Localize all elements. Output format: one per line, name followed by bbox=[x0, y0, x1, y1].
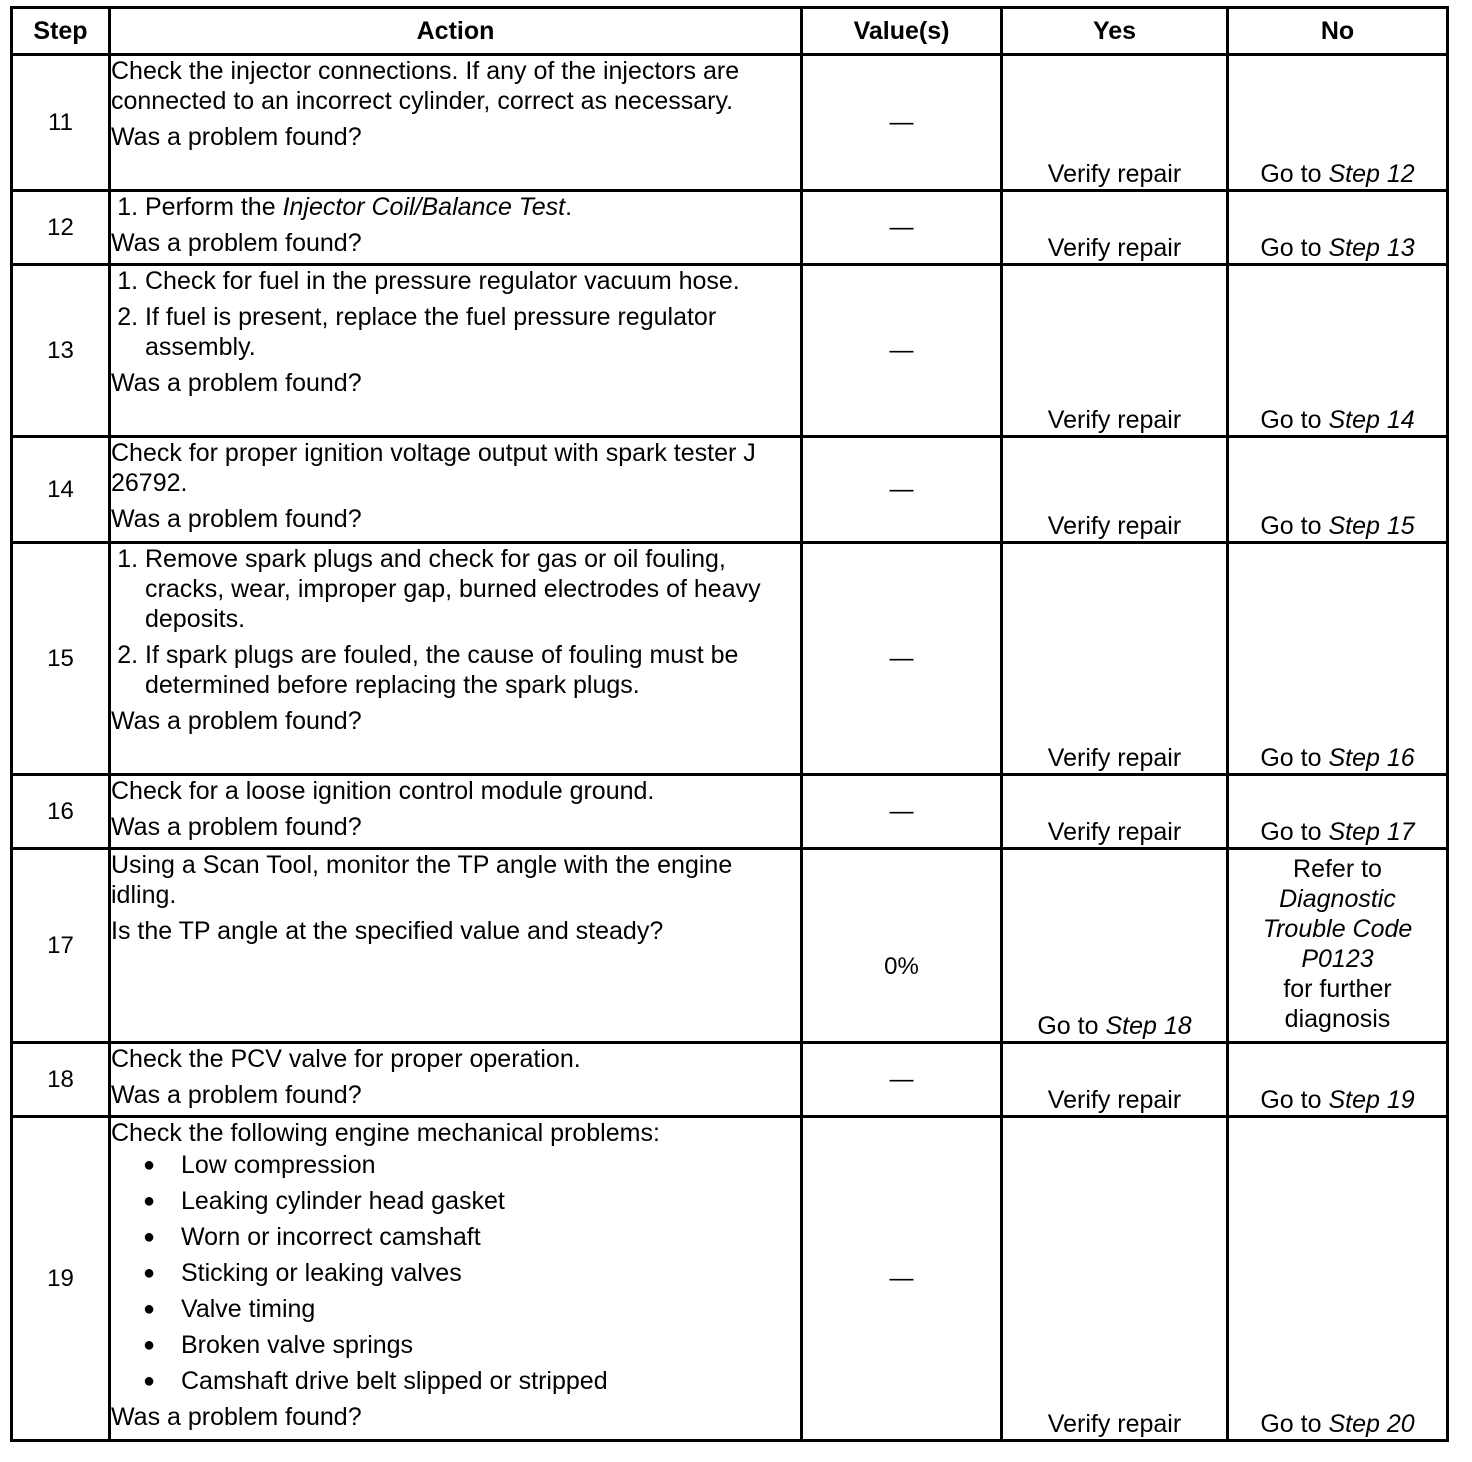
action-question: Was a problem found? bbox=[111, 1081, 362, 1109]
no-cell: Go to Step 17 bbox=[1228, 775, 1448, 849]
action-cell bbox=[110, 775, 802, 849]
no-step-ref: Step 12 bbox=[1328, 160, 1415, 188]
step-number: 12 bbox=[12, 191, 110, 265]
table-row bbox=[12, 265, 1448, 437]
no-cell: Refer to Diagnostic Trouble Code P0123 for further diagnosis bbox=[1228, 849, 1448, 1043]
no-cell: Go to Step 14 bbox=[1228, 265, 1448, 437]
list-item: ● Worn or incorrect camshaft bbox=[171, 1222, 800, 1252]
no-step-ref: Step 17 bbox=[1328, 818, 1415, 846]
action-step-item: 1. Check for fuel in the pressure regulator vacuum hose. bbox=[145, 266, 800, 296]
list-item: ● Sticking or leaking valves bbox=[171, 1258, 800, 1288]
action-text: Check for proper ignition voltage output with spark tester J 26792. bbox=[111, 439, 756, 497]
step-number: 18 bbox=[12, 1043, 110, 1117]
table-row bbox=[12, 191, 1448, 265]
no-cell: Go to Step 13 bbox=[1228, 191, 1448, 265]
step-number: 16 bbox=[12, 775, 110, 849]
action-text: Check the injector connections. If any of the injectors are connected to an incorrect cylinder, correct as necessary. bbox=[111, 57, 740, 115]
action-cell bbox=[110, 1043, 802, 1117]
yes-cell: Verify repair bbox=[1002, 775, 1228, 849]
list-item: ● Low compression bbox=[171, 1150, 800, 1180]
header-row bbox=[12, 8, 1448, 55]
action-question: Was a problem found? bbox=[111, 123, 362, 151]
action-steps bbox=[111, 192, 800, 222]
step-number: 15 bbox=[12, 543, 110, 775]
table-row bbox=[12, 849, 1448, 1043]
action-question: Is the TP angle at the specified value and steady? bbox=[111, 917, 664, 945]
no-step-ref: Step 14 bbox=[1328, 406, 1415, 434]
action-question: Was a problem found? bbox=[111, 229, 362, 257]
no-step-ref: Step 19 bbox=[1328, 1086, 1415, 1114]
no-cell: Go to Step 15 bbox=[1228, 437, 1448, 543]
action-step-item: 1. Remove spark plugs and check for gas or oil fouling, cracks, wear, improper gap, burned electrodes of heavy deposits. bbox=[145, 544, 800, 634]
no-step-ref: Step 15 bbox=[1328, 512, 1415, 540]
no-prefix: Go to bbox=[1260, 160, 1322, 188]
list-item: ● Camshaft drive belt slipped or stripped bbox=[171, 1366, 800, 1396]
header-action: Action bbox=[110, 8, 802, 55]
dtc-reference: Diagnostic Trouble Code P0123 bbox=[1262, 885, 1413, 973]
table-row bbox=[12, 55, 1448, 191]
value-cell: — bbox=[802, 543, 1002, 775]
yes-cell: Verify repair bbox=[1002, 265, 1228, 437]
action-text: Check the PCV valve for proper operation. bbox=[111, 1045, 581, 1073]
test-name: Injector Coil/Balance Test bbox=[282, 193, 566, 221]
action-steps bbox=[111, 266, 800, 362]
action-question: Was a problem found? bbox=[111, 1403, 362, 1431]
yes-cell: Verify repair bbox=[1002, 543, 1228, 775]
action-text: Using a Scan Tool, monitor the TP angle with the engine idling. bbox=[111, 851, 733, 909]
table-row bbox=[12, 1043, 1448, 1117]
yes-cell: Verify repair bbox=[1002, 191, 1228, 265]
header-values: Value(s) bbox=[802, 8, 1002, 55]
step-number: 11 bbox=[12, 55, 110, 191]
table-row bbox=[12, 775, 1448, 849]
action-question: Was a problem found? bbox=[111, 369, 362, 397]
action-cell bbox=[110, 543, 802, 775]
yes-cell: Verify repair bbox=[1002, 1117, 1228, 1441]
action-cell bbox=[110, 55, 802, 191]
table-row bbox=[12, 437, 1448, 543]
yes-cell: Verify repair bbox=[1002, 55, 1228, 191]
value-cell: 0% bbox=[802, 849, 1002, 1043]
value-cell: — bbox=[802, 775, 1002, 849]
action-cell bbox=[110, 1117, 802, 1441]
diagnostic-table bbox=[10, 6, 1449, 1442]
header-step: Step bbox=[12, 8, 110, 55]
no-step-ref: Step 13 bbox=[1328, 234, 1415, 262]
action-cell bbox=[110, 265, 802, 437]
action-step-item: 1. Perform the Injector Coil/Balance Test. bbox=[145, 192, 800, 222]
no-step-ref: Step 20 bbox=[1328, 1410, 1415, 1438]
value-cell: — bbox=[802, 55, 1002, 191]
action-step-item: 2. If fuel is present, replace the fuel pressure regulator assembly. bbox=[145, 302, 800, 362]
list-item: ● Broken valve springs bbox=[171, 1330, 800, 1360]
value-cell: — bbox=[802, 1043, 1002, 1117]
action-cell bbox=[110, 849, 802, 1043]
action-cell bbox=[110, 437, 802, 543]
step-number: 14 bbox=[12, 437, 110, 543]
yes-cell: Verify repair bbox=[1002, 437, 1228, 543]
action-question: Was a problem found? bbox=[111, 707, 362, 735]
no-step-ref: Step 16 bbox=[1328, 744, 1415, 772]
action-text: Check for a loose ignition control module ground. bbox=[111, 777, 655, 805]
action-question: Was a problem found? bbox=[111, 505, 362, 533]
yes-step-ref: Step 18 bbox=[1105, 1012, 1192, 1040]
value-cell: — bbox=[802, 1117, 1002, 1441]
no-cell: Go to Step 16 bbox=[1228, 543, 1448, 775]
no-cell bbox=[1228, 55, 1448, 191]
action-text: Check the following engine mechanical problems: bbox=[111, 1119, 660, 1147]
step-number: 17 bbox=[12, 849, 110, 1043]
list-item: ● Valve timing bbox=[171, 1294, 800, 1324]
action-step-item: 2. If spark plugs are fouled, the cause of fouling must be determined before replacing the spark plugs. bbox=[145, 640, 800, 700]
action-question: Was a problem found? bbox=[111, 813, 362, 841]
no-cell: Go to Step 19 bbox=[1228, 1043, 1448, 1117]
value-cell: — bbox=[802, 437, 1002, 543]
header-no: No bbox=[1228, 8, 1448, 55]
mechanical-problem-list bbox=[111, 1150, 800, 1396]
action-steps bbox=[111, 544, 800, 700]
yes-cell: Verify repair bbox=[1002, 1043, 1228, 1117]
value-cell: — bbox=[802, 191, 1002, 265]
table-row bbox=[12, 543, 1448, 775]
step-number: 13 bbox=[12, 265, 110, 437]
header-yes: Yes bbox=[1002, 8, 1228, 55]
step-number: 19 bbox=[12, 1117, 110, 1441]
yes-cell: Go to Step 18 bbox=[1002, 849, 1228, 1043]
no-cell: Go to Step 20 bbox=[1228, 1117, 1448, 1441]
table-row bbox=[12, 1117, 1448, 1441]
action-cell bbox=[110, 191, 802, 265]
value-cell: — bbox=[802, 265, 1002, 437]
list-item: ● Leaking cylinder head gasket bbox=[171, 1186, 800, 1216]
